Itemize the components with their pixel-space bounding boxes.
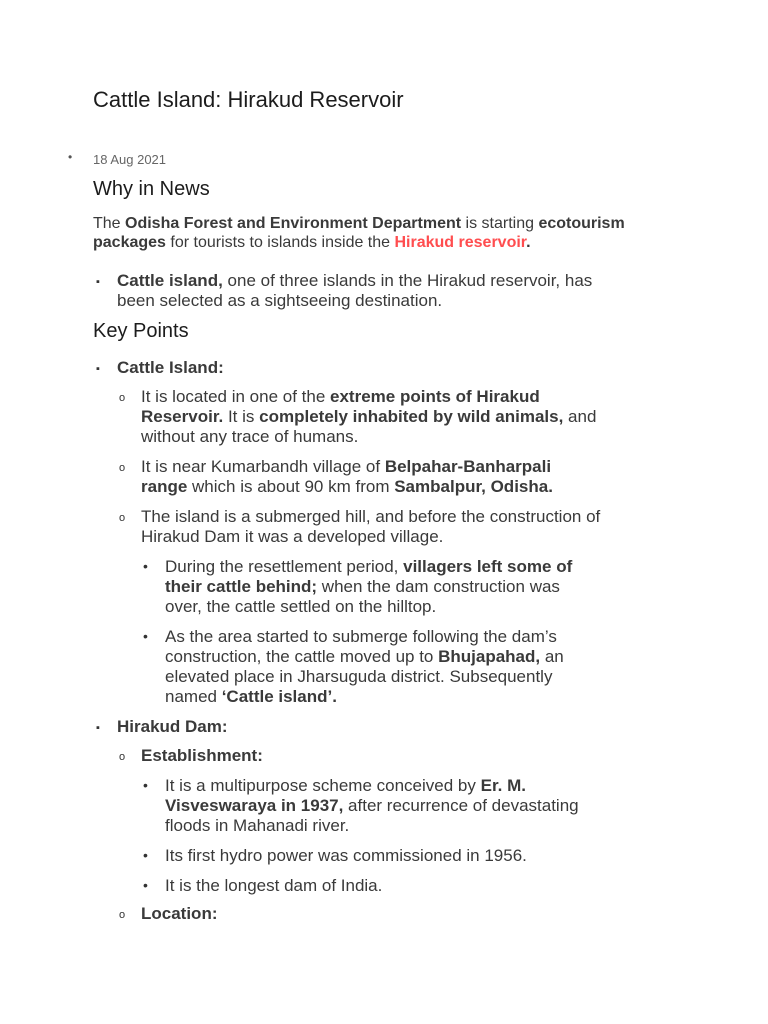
sub-point-1-line-1: During the resettlement period, villagers left some of [165,557,573,576]
point-1-line-1: It is located in one of the extreme points of Hirakud [141,387,540,406]
establishment-3: It is the longest dam of India. [165,876,383,895]
dot-bullet-icon: • [143,877,148,893]
point-1-line-2: Reservoir. It is completely inhabited by wild animals, and [141,407,597,426]
hirakud-reservoir-link[interactable]: Hirakud reservoir [394,234,527,251]
sub-point-1-line-3: over, the cattle settled on the hilltop. [165,597,437,616]
circle-bullet-icon: o [119,462,126,474]
dot-bullet-icon: • [143,558,148,574]
circle-bullet-icon: o [119,392,126,404]
point-3-line-1: The island is a submerged hill, and before the construction of [141,507,601,526]
date-bullet-icon: • [68,150,73,164]
circle-bullet-icon: o [119,751,126,763]
cattle-island-label: Cattle Island: [117,358,224,377]
intro-line-1: The Odisha Forest and Environment Department is starting ecotourism [93,215,625,232]
hirakud-dam-label: Hirakud Dam: [117,717,228,736]
publish-date: 18 Aug 2021 [93,152,167,167]
dot-bullet-icon: • [143,847,148,863]
point-2-line-1: It is near Kumarbandh village of Belpahar-Banharpali [141,457,552,476]
sub-point-2-line-2: construction, the cattle moved up to Bhujapahad, an [165,647,564,666]
intro-line-2: packages for tourists to islands inside the Hirakud reservoir. [93,234,531,251]
sub-point-2-line-1: As the area started to submerge following the dam’s [165,627,557,646]
square-bullet-icon: ▪ [96,276,100,288]
point-1-line-3: without any trace of humans. [141,427,359,446]
establishment-2: Its first hydro power was commissioned in 1956. [165,846,527,865]
why-in-news-heading: Why in News [93,178,210,200]
sub-point-2-line-3: elevated place in Jharsuguda district. Subsequently [165,667,553,686]
square-bullet-icon: ▪ [96,363,100,375]
location-label: Location: [141,904,218,923]
square-bullet-icon: ▪ [96,722,100,734]
dot-bullet-icon: • [143,628,148,644]
circle-bullet-icon: o [119,512,126,524]
dot-bullet-icon: • [143,777,148,793]
establishment-1-line-2: Visveswaraya in 1937, after recurrence of devastating [165,796,579,815]
point-3-line-2: Hirakud Dam it was a developed village. [141,527,444,546]
key-points-heading: Key Points [93,320,189,342]
point-2-line-2: range which is about 90 km from Sambalpur, Odisha. [141,477,553,496]
sub-point-1-line-2: their cattle behind; when the dam construction was [165,577,560,596]
sub-point-2-line-4: named ‘Cattle island’. [165,687,337,706]
establishment-1-line-3: floods in Mahanadi river. [165,816,350,835]
cattle-island-news-line-1: Cattle island, one of three islands in the Hirakud reservoir, has [117,271,593,290]
establishment-1-line-1: It is a multipurpose scheme conceived by Er. M. [165,776,526,795]
circle-bullet-icon: o [119,909,126,921]
establishment-label: Establishment: [141,746,263,765]
cattle-island-news-line-2: been selected as a sightseeing destination. [117,291,443,310]
page-title: Cattle Island: Hirakud Reservoir [93,87,404,112]
